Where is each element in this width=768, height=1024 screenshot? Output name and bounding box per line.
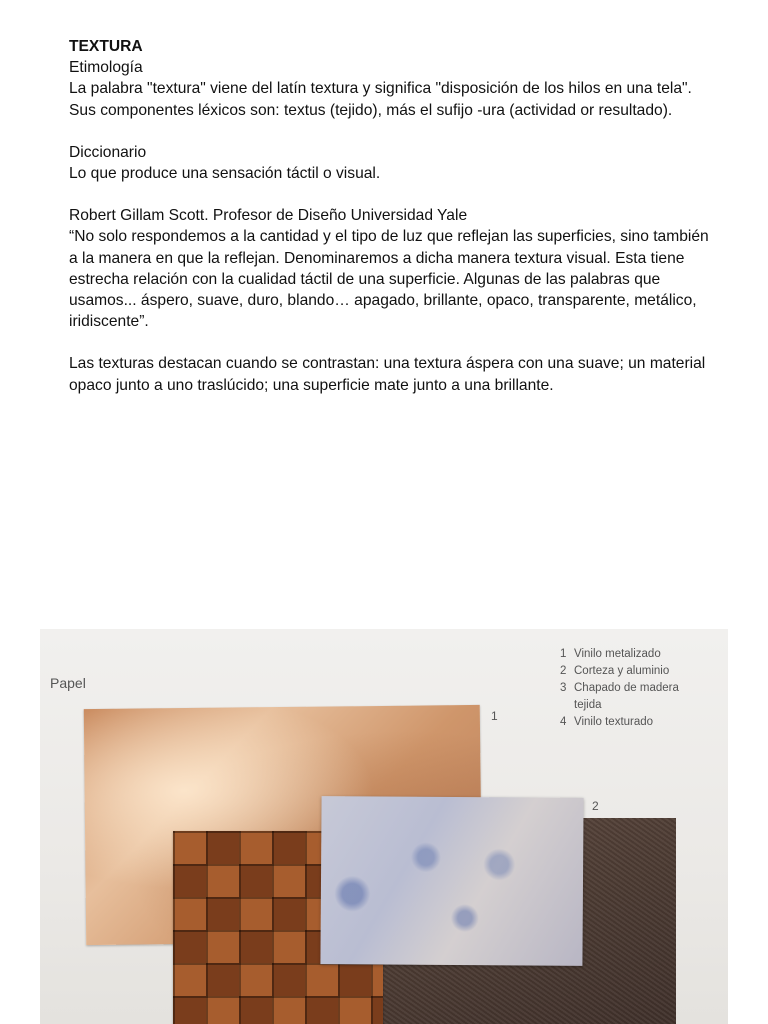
dictionary-heading: Diccionario [69,143,147,161]
quote-line: iridiscente”. [69,313,149,331]
quote-line: usamos... áspero, suave, duro, blando… apagado, brillante, opaco, transparente, metálico, [69,292,697,310]
legend-item [560,714,679,731]
closing-line: Las texturas destacan cuando se contrastan: una textura áspera con una suave; un material [69,355,706,373]
dictionary-text: Lo que produce una sensación táctil o visual. [69,165,381,183]
legend-item [560,680,679,697]
author-heading: Robert Gillam Scott. Profesor de Diseño Universidad Yale [69,207,468,225]
bark-aluminium-sample [320,796,583,966]
etymology-line: Sus componentes léxicos son: textus (tejido), más el sufijo -ura (actividad or resultado). [69,101,673,119]
quote-line: a la manera en que la reflejan. Denominaremos a dicha manera textura visual. Esta tiene [69,249,685,267]
legend-number: 1 [560,648,567,660]
legend-label: Corteza y aluminio [574,665,670,677]
etymology-line: La palabra "textura" viene del latín textura y significa "disposición de los hilos en una tela". [69,80,692,98]
texture-samples-photo [40,629,728,1024]
quote-line: “No solo respondemos a la cantidad y el tipo de luz que reflejan las superficies, sino también [69,228,709,246]
legend-item [560,646,679,663]
legend-item [560,663,679,680]
legend-number: 2 [560,665,567,677]
legend-label: Chapado de madera [574,682,679,694]
legend-number: 4 [560,716,567,728]
sample-marker-2: 2 [592,799,599,813]
legend-label-continuation: tejida [574,699,602,711]
closing-line: opaco junto a uno traslúcido; una superficie mate junto a una brillante. [69,376,554,394]
quote-line: estrecha relación con la cualidad táctil de una superficie. Algunas de las palabras que [69,270,661,288]
photo-legend [560,646,679,731]
sample-marker-1: 1 [491,709,498,723]
photo-caption: Papel [50,675,86,691]
legend-label: Vinilo metalizado [574,648,661,660]
legend-number: 3 [560,682,567,694]
legend-label: Vinilo texturado [574,716,654,728]
etymology-heading: Etimología [69,59,143,77]
document-body [69,36,734,396]
document-title: TEXTURA [69,38,143,55]
